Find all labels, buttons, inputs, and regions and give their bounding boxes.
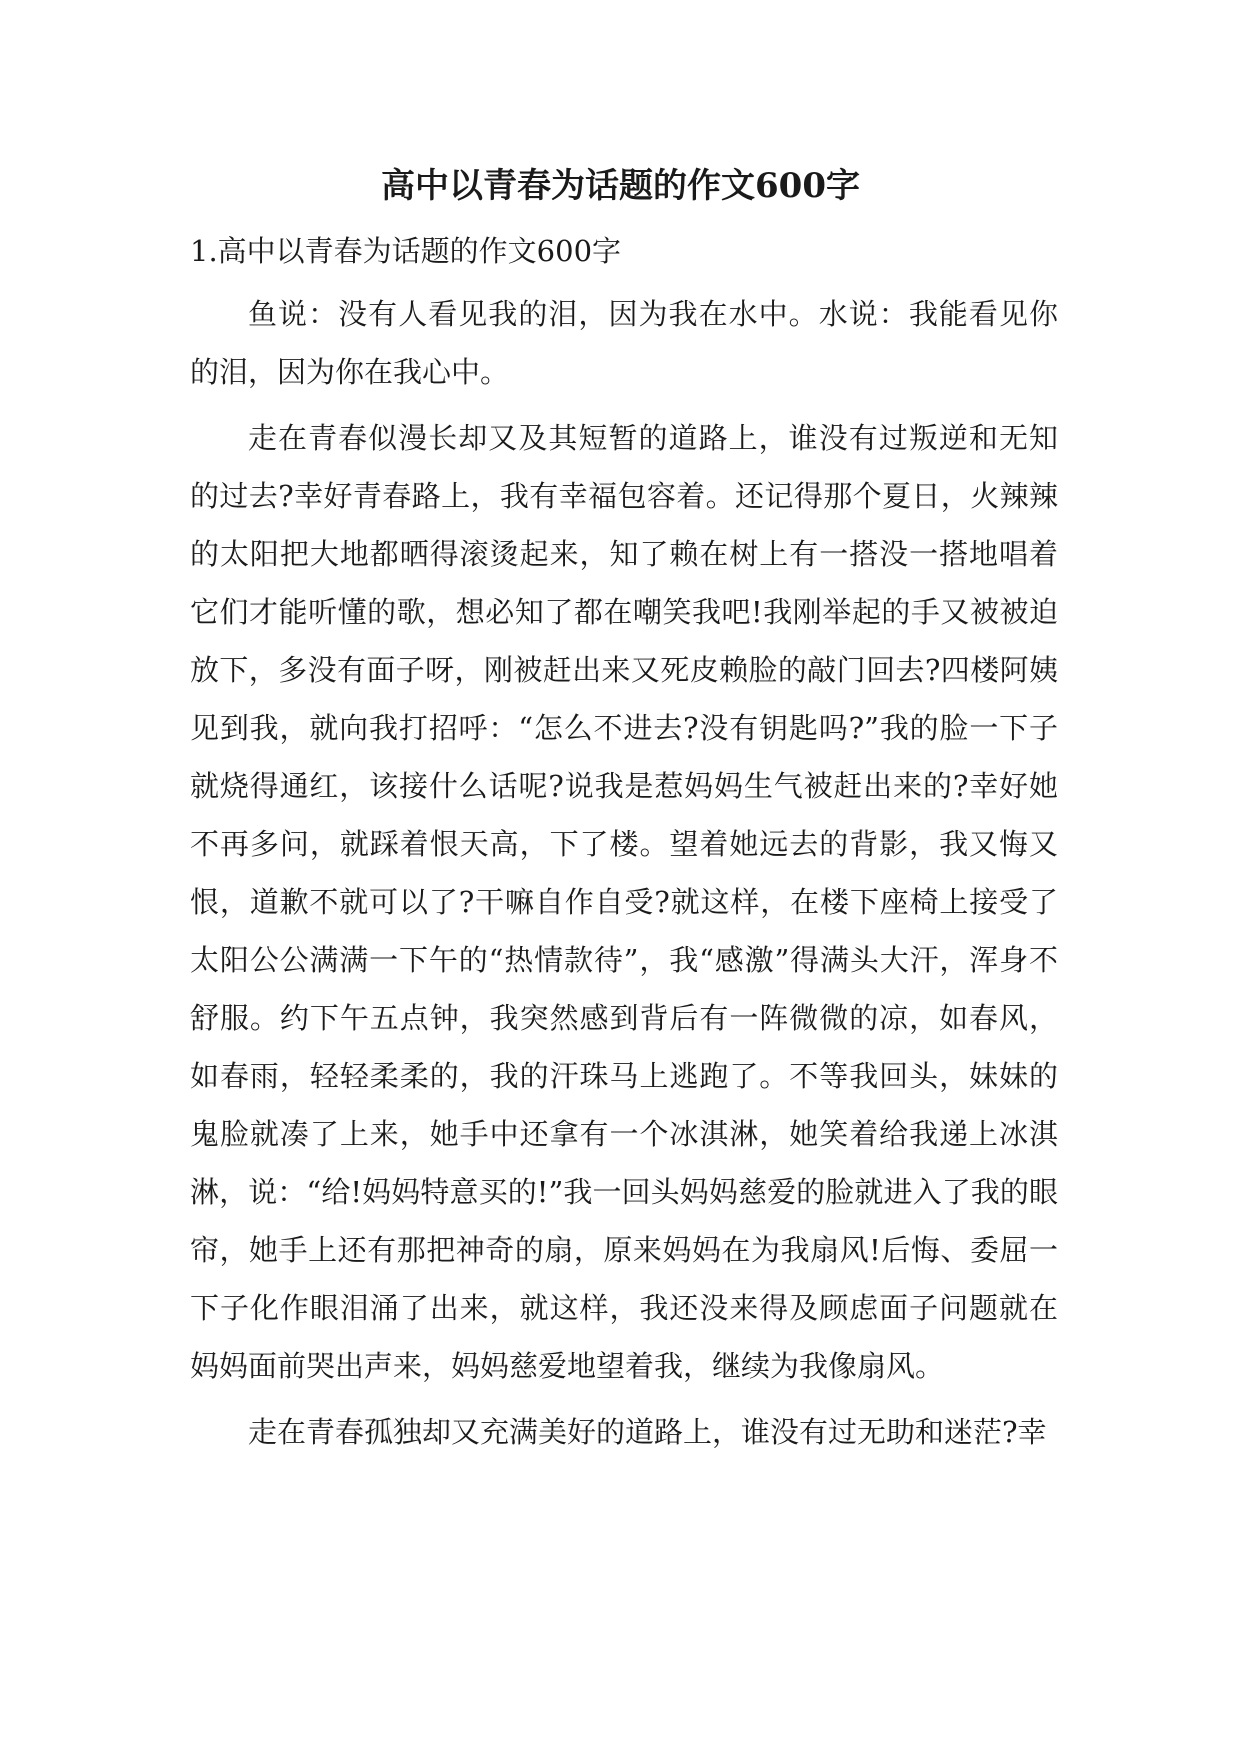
paragraph: 走在青春孤独却又充满美好的道路上，谁没有过无助和迷茫?幸 — [248, 1415, 1047, 1449]
paragraph: 鱼说：没有人看见我的泪，因为我在水中。水说：我能看见你的泪，因为你在我心中。 — [190, 297, 1058, 389]
essay-body — [190, 285, 1058, 1469]
section-heading: 1.高中以青春为话题的作文600字 — [190, 234, 622, 268]
paragraph: 走在青春似漫长却又及其短暂的道路上，谁没有过叛逆和无知的过去?幸好青春路上，我有幸福包容着。还记得那个夏日，火辣辣的太阳把大地都晒得滚烫起来，知了赖在树上有一搭没一搭地唱着它们才能听懂的歌，想必知了都在嘲笑我吧!我刚举起的手又被被迫放下，多没有面子呀，刚被赶出来又死皮赖脸的敲门回去?四楼阿姨见到我，就向我打招呼：“怎么不进去?没有钥匙吗?”我的脸一下子就烧得通红，该接什么话呢?说我是惹妈妈生气被赶出来的?幸好她不再多问，就踩着恨天高，下了楼。望着她远去的背影，我又悔又恨，道歉不就可以了?干嘛自作自受?就这样，在楼下座椅上接受了太阳公公满满一下午的“热情款待”，我“感激”得满头大汗，浑身不舒服。约下午五点钟，我突然感到背后有一阵微微的凉，如春风，如春雨，轻轻柔柔的，我的汗珠马上逃跑了。不等我回头，妹妹的鬼脸就凑了上来，她手中还拿有一个冰淇淋，她笑着给我递上冰淇淋，说：“给!妈妈特意买的!”我一回头妈妈慈爱的脸就进入了我的眼帘，她手上还有那把神奇的扇，原来妈妈在为我扇风!后悔、委屈一下子化作眼泪涌了出来，就这样，我还没来得及顾虑面子问题就在妈妈面前哭出声来，妈妈慈爱地望着我，继续为我像扇风。 — [190, 421, 1058, 1383]
document-title: 高中以青春为话题的作文600字 — [381, 166, 860, 206]
